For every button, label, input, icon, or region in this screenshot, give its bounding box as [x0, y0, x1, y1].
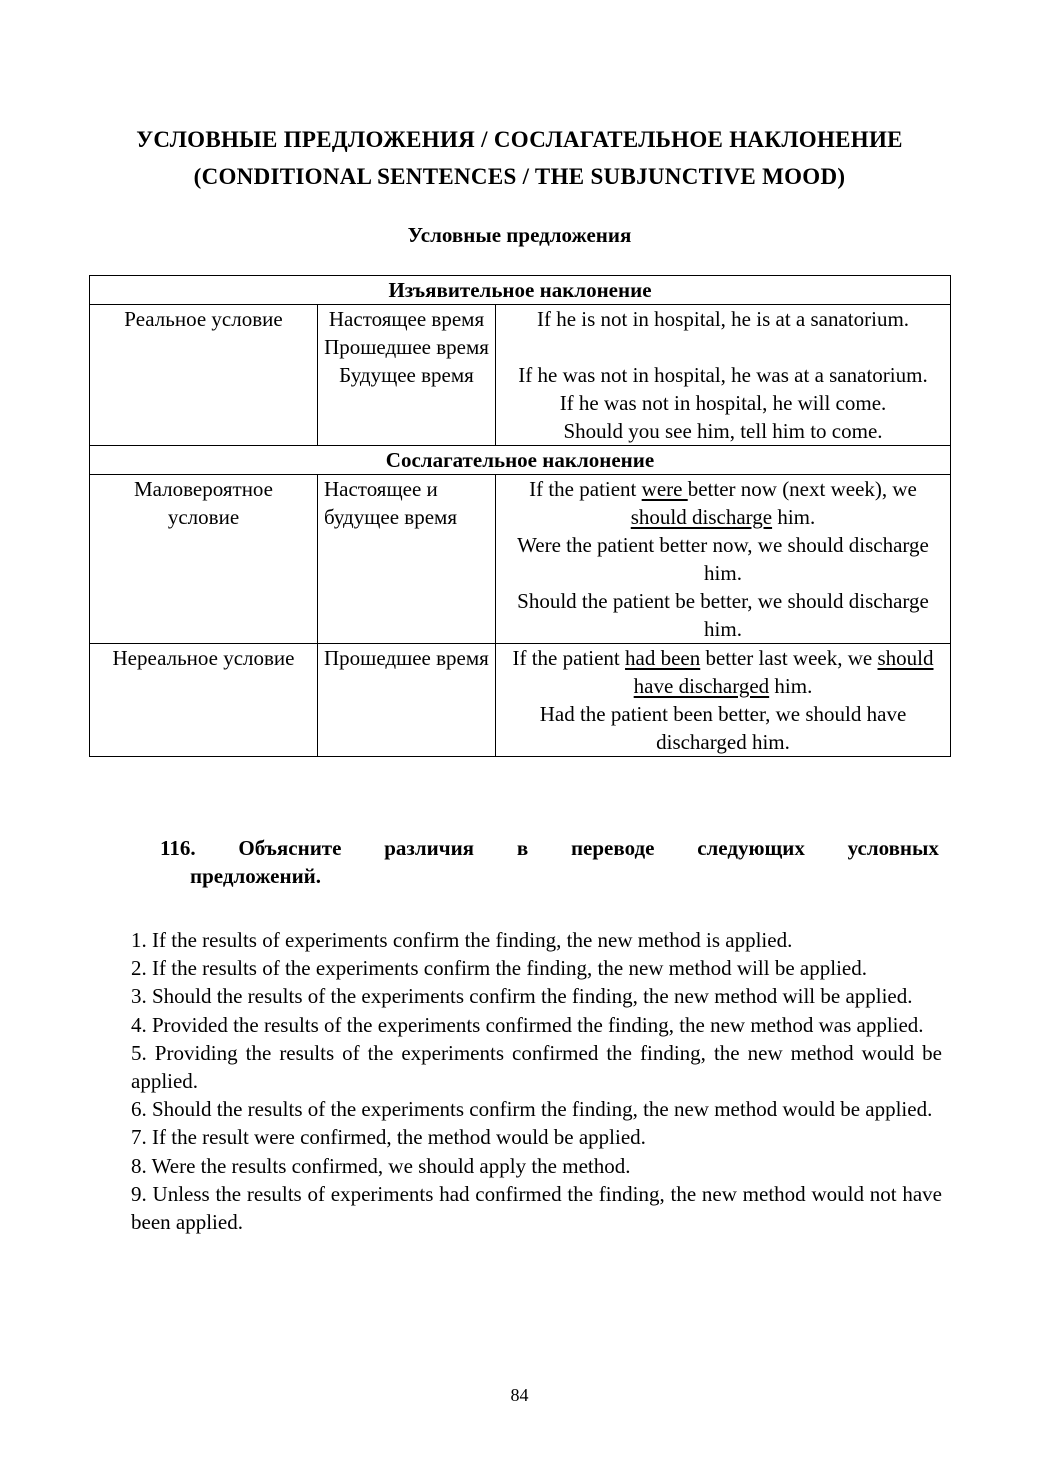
- tense-label: Прошедшее время: [324, 335, 489, 359]
- underlined-verb: should have discharged: [633, 646, 934, 698]
- task-word: переводе: [570, 836, 655, 860]
- tense-label: Настоящее время: [328, 307, 485, 331]
- exercise-item: 7. If the result were confirmed, the method would be applied.: [131, 1125, 646, 1150]
- exercise-item: 3. Should the results of the experiments confirm the finding, the new method will be applied.: [131, 984, 913, 1009]
- line-spacer: [502, 333, 944, 361]
- real-condition-label: Реальное условие: [90, 305, 318, 446]
- text-fragment: better last week, we: [700, 646, 878, 670]
- task-number: 116.: [160, 836, 196, 860]
- table-row: [90, 644, 951, 757]
- task-heading-line: [160, 834, 939, 862]
- task-word: различия: [384, 836, 475, 860]
- exercise-item: 9. Unless the results of experiments had confirmed the finding, the new method would not have been applied.: [131, 1181, 942, 1235]
- page-title-english: (CONDITIONAL SENTENCES / THE SUBJUNCTIVE MOOD): [193, 164, 846, 189]
- task-word: в: [516, 836, 529, 860]
- example-sentence: If he was not in hospital, he was at a sanatorium.: [518, 363, 928, 387]
- exercise-item: 6. Should the results of the experiments confirm the finding, the new method would be applied.: [131, 1097, 933, 1122]
- example-sentence: Were the patient better now, we should discharge him.: [517, 533, 929, 585]
- unlikely-condition-label: Маловероятное условие: [90, 475, 318, 644]
- indicative-tenses-cell: [318, 305, 496, 446]
- text-fragment: If the patient: [529, 477, 642, 501]
- text-fragment: him.: [772, 505, 816, 529]
- unreal-condition-label: Нереальное условие: [90, 644, 318, 757]
- exercise-list: [131, 926, 942, 1236]
- task-word: следующих: [697, 836, 805, 860]
- task-heading-continuation: предложений.: [190, 864, 322, 888]
- exercise-item: 2. If the results of the experiments confirm the finding, the new method will be applied.: [131, 956, 867, 981]
- indicative-heading: Изъявительное наклонение: [90, 276, 951, 305]
- text-fragment: better now (next week), we: [687, 477, 917, 501]
- exercise-item: 8. Were the results confirmed, we should apply the method.: [131, 1153, 631, 1178]
- example-sentence: [502, 644, 944, 700]
- page-number: 84: [510, 1385, 529, 1405]
- table-row: [90, 475, 951, 644]
- example-sentence: Should the patient be better, we should discharge him.: [517, 589, 929, 641]
- example-sentence: Should you see him, tell him to come.: [563, 419, 883, 443]
- task-word: условных: [847, 836, 939, 860]
- example-sentence: If he is not in hospital, he is at a sanatorium.: [536, 307, 910, 331]
- unlikely-tense-label: Настоящее и будущее время: [318, 475, 496, 644]
- text-fragment: If the patient: [512, 646, 626, 670]
- table-row: [90, 276, 951, 305]
- unreal-tense-label: Прошедшее время: [318, 644, 496, 757]
- example-sentence: If he was not in hospital, he will come.: [559, 391, 887, 415]
- subjunctive-heading: Сослагательное наклонение: [90, 446, 951, 475]
- table-row: [90, 305, 951, 446]
- text-fragment: him.: [769, 674, 813, 698]
- example-sentence: [502, 475, 944, 531]
- section-subtitle: Условные предложения: [407, 223, 632, 247]
- tense-label: Будущее время: [339, 363, 474, 387]
- underlined-verb: should discharge: [630, 505, 773, 529]
- page-title-russian: УСЛОВНЫЕ ПРЕДЛОЖЕНИЯ / СОСЛАГАТЕЛЬНОЕ НАКЛОНЕНИЕ: [136, 127, 903, 152]
- exercise-task: [160, 834, 939, 890]
- exercise-item: 1. If the results of experiments confirm the finding, the new method is applied.: [131, 928, 793, 952]
- conditional-table: [89, 275, 951, 757]
- task-word: Объясните: [238, 836, 342, 860]
- indicative-examples-cell: [496, 305, 951, 446]
- underlined-verb: had been: [625, 646, 701, 670]
- exercise-item: 5. Providing the results of the experiments confirmed the finding, the new method would be applied.: [131, 1040, 942, 1094]
- example-sentence: Had the patient been better, we should have discharged him.: [539, 702, 907, 754]
- table-row: [90, 446, 951, 475]
- unlikely-examples-cell: [496, 475, 951, 644]
- exercise-item: 4. Provided the results of the experiments confirmed the finding, the new method was applied.: [131, 1012, 924, 1037]
- underlined-verb: were: [641, 477, 688, 501]
- unreal-examples-cell: [496, 644, 951, 757]
